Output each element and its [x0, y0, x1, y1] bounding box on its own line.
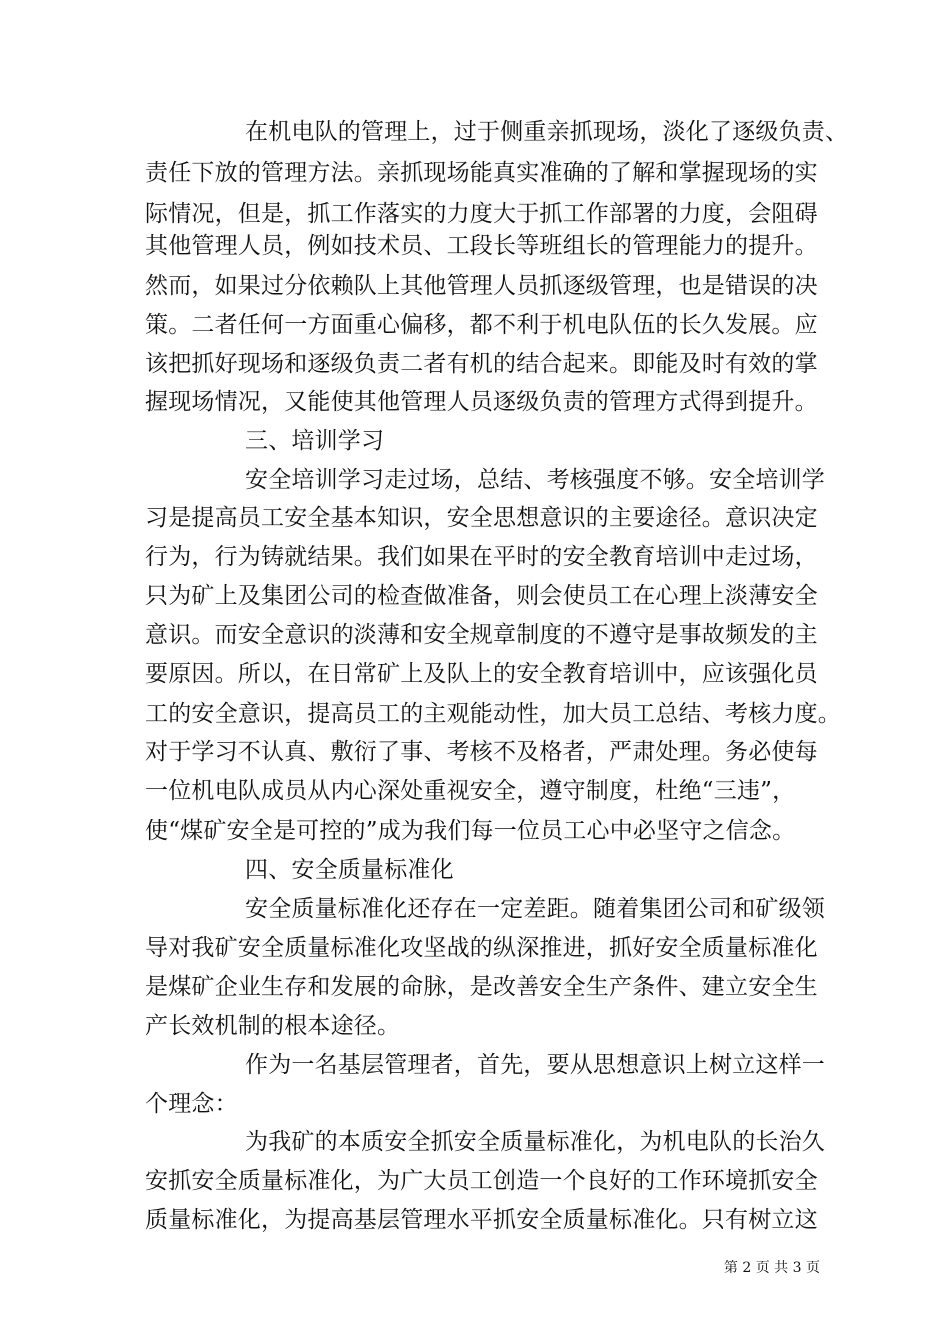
body-line: 为我矿的本质安全抓安全质量标准化，为机电队的长治久: [245, 1129, 825, 1155]
body-line: 要原因。所以，在日常矿上及队上的安全教育培训中，应该强化员: [145, 661, 818, 687]
page-footer: 第 2 页 共 3 页: [723, 1260, 820, 1276]
body-line: 使“煤矿安全是可控的”成为我们每一位员工心中必坚守之信念。: [145, 818, 796, 844]
body-line: 产长效机制的根本途径。: [145, 1013, 401, 1039]
body-line: 该把抓好现场和逐级负责二者有机的结合起来。即能及时有效的掌: [145, 351, 818, 377]
body-line: 是煤矿企业生存和发展的命脉，是改善安全生产条件、建立安全生: [145, 974, 818, 1000]
body-line: 习是提高员工安全基本知识，安全思想意识的主要途径。意识决定: [145, 505, 818, 531]
body-line: 工的安全意识，提高员工的主观能动性，加大员工总结、考核力度。: [145, 701, 841, 727]
body-line: 质量标准化，为提高基层管理水平抓安全质量标准化。只有树立这: [145, 1207, 818, 1233]
body-line: 安抓安全质量标准化，为广大员工创造一个良好的工作环境抓安全: [145, 1168, 818, 1194]
body-line: 安全培训学习走过场，总结、考核强度不够。安全培训学: [245, 467, 825, 493]
body-line: 在机电队的管理上，过于侧重亲抓现场，淡化了逐级负责、: [245, 119, 849, 145]
body-line: 行为，行为铸就结果。我们如果在平时的安全教育培训中走过场，: [145, 544, 818, 570]
body-line: 一位机电队成员从内心深处重视安全，遵守制度，杜绝“三违”，: [145, 778, 796, 804]
body-line: 策。二者任何一方面重心偏移，都不利于机电队伍的长久发展。应: [145, 312, 818, 338]
body-line: 个理念：: [145, 1091, 238, 1117]
body-line: 只为矿上及集团公司的检查做准备，则会使员工在心理上淡薄安全: [145, 583, 818, 609]
section-heading: 三、培训学习: [245, 428, 385, 454]
section-heading: 四、安全质量标准化: [245, 857, 454, 883]
body-line: 然而，如果过分依赖队上其他管理人员抓逐级管理，也是错误的决: [145, 273, 818, 299]
body-line: 对于学习不认真、敷衍了事、考核不及格者，严肃处理。务必使每: [145, 739, 818, 765]
body-line: 握现场情况，又能使其他管理人员逐级负责的管理方式得到提升。: [145, 389, 818, 415]
body-line: 责任下放的管理方法。亲抓现场能真实准确的了解和掌握现场的实: [145, 160, 818, 186]
body-line: 导对我矿安全质量标准化攻坚战的纵深推进，抓好安全质量标准化: [145, 935, 818, 961]
body-line: 际情况，但是，抓工作落实的力度大于抓工作部署的力度，会阻碍: [145, 201, 818, 227]
body-line: 意识。而安全意识的淡薄和安全规章制度的不遵守是事故频发的主: [145, 622, 818, 648]
body-line: 作为一名基层管理者，首先，要从思想意识上树立这样一: [245, 1052, 825, 1078]
body-line: 安全质量标准化还存在一定差距。随着集团公司和矿级领: [245, 896, 825, 922]
body-line: 其他管理人员，例如技术员、工段长等班组长的管理能力的提升。: [145, 233, 818, 259]
